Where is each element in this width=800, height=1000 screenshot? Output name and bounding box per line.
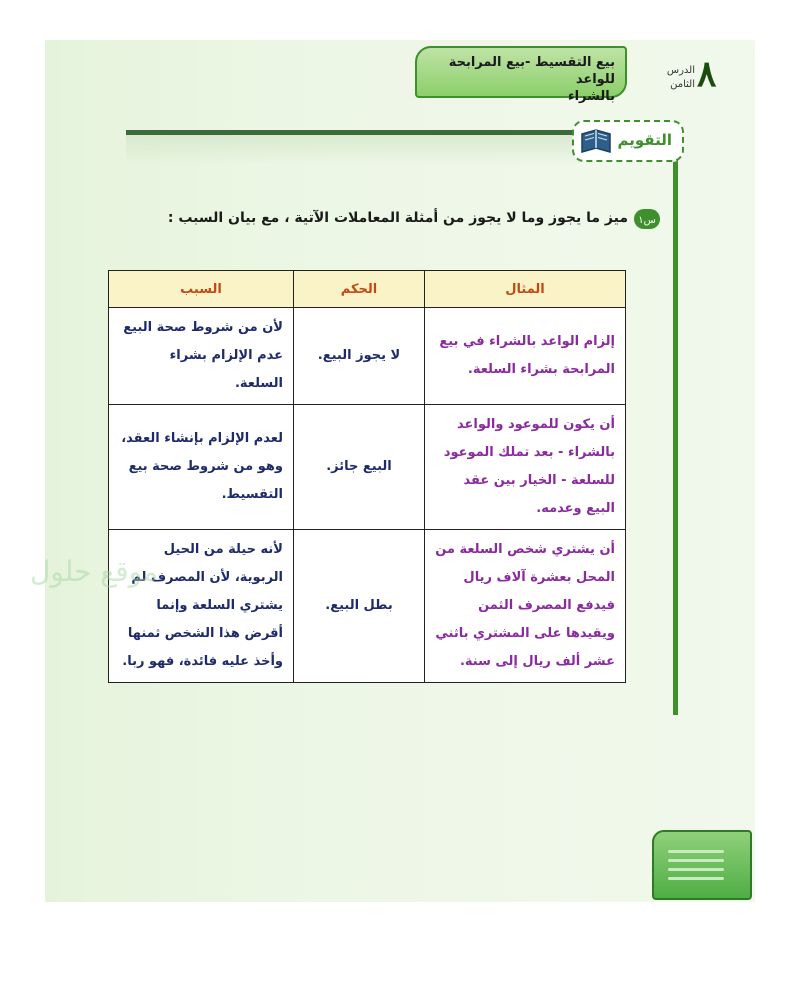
lesson-word-2: الثامن (670, 79, 695, 90)
section-title: التقويم (617, 131, 672, 149)
svg-text:س١: س١ (638, 215, 656, 226)
example-cell: إلزام الواعد بالشراء في بيع المرابحة بشراء السلعة. (425, 308, 626, 405)
lesson-title-tab (415, 46, 627, 104)
lesson-label (640, 64, 695, 92)
lesson-title-line-2: بالشراء (567, 89, 615, 104)
lesson-title-line-1: بيع التقسيط -بيع المرابحة للواعد (448, 55, 615, 87)
ruling-cell: بطل البيع. (294, 530, 425, 683)
section-rule (126, 130, 576, 135)
rule-shade (126, 135, 576, 165)
table-row (109, 405, 626, 530)
reason-cell: لعدم الإلزام بإنشاء العقد، وهو من شروط صحة بيع التقسيط. (109, 405, 294, 530)
header-reason: السبب (109, 271, 294, 308)
page-corner-box (652, 830, 752, 900)
lesson-word-1: الدرس (666, 65, 695, 76)
header-example: المثال (425, 271, 626, 308)
lesson-number: ٨ (697, 53, 717, 95)
watermark: موقع حلول (30, 555, 159, 588)
table-row (109, 308, 626, 405)
corner-lines (668, 850, 724, 886)
reason-cell: لأن من شروط صحة البيع عدم الإلزام بشراء السلعة. (109, 308, 294, 405)
evaluation-table (108, 270, 626, 683)
ruling-cell: لا يجوز البيع. (294, 308, 425, 405)
table-header-row (109, 271, 626, 308)
header-ruling: الحكم (294, 271, 425, 308)
question-text: ميز ما يجوز وما لا يجوز من أمثلة المعاملات الآتية ، مع بيان السبب : (167, 210, 628, 226)
section-heading (572, 120, 684, 162)
reason-cell: لأنه حيلة من الحيل الربوية، لأن المصرف لم يشتري السلعة وإنما أقرض هذا الشخص ثمنها وأخذ عليه فائدة، فهو ربا. (109, 530, 294, 683)
table-row (109, 530, 626, 683)
example-cell: أن يكون للموعود والواعد بالشراء - بعد تملك الموعود للسلعة - الخيار بين عقد البيع وعدمه. (425, 405, 626, 530)
book-icon (578, 126, 614, 156)
example-cell: أن يشتري شخص السلعة من المحل بعشرة آلاف ريال فيدفع المصرف الثمن ويقيدها على المشتري باثني عشر ألف ريال إلى سنة. (425, 530, 626, 683)
side-rule (673, 160, 678, 715)
question-badge-icon (633, 208, 661, 230)
ruling-cell: البيع جائز. (294, 405, 425, 530)
